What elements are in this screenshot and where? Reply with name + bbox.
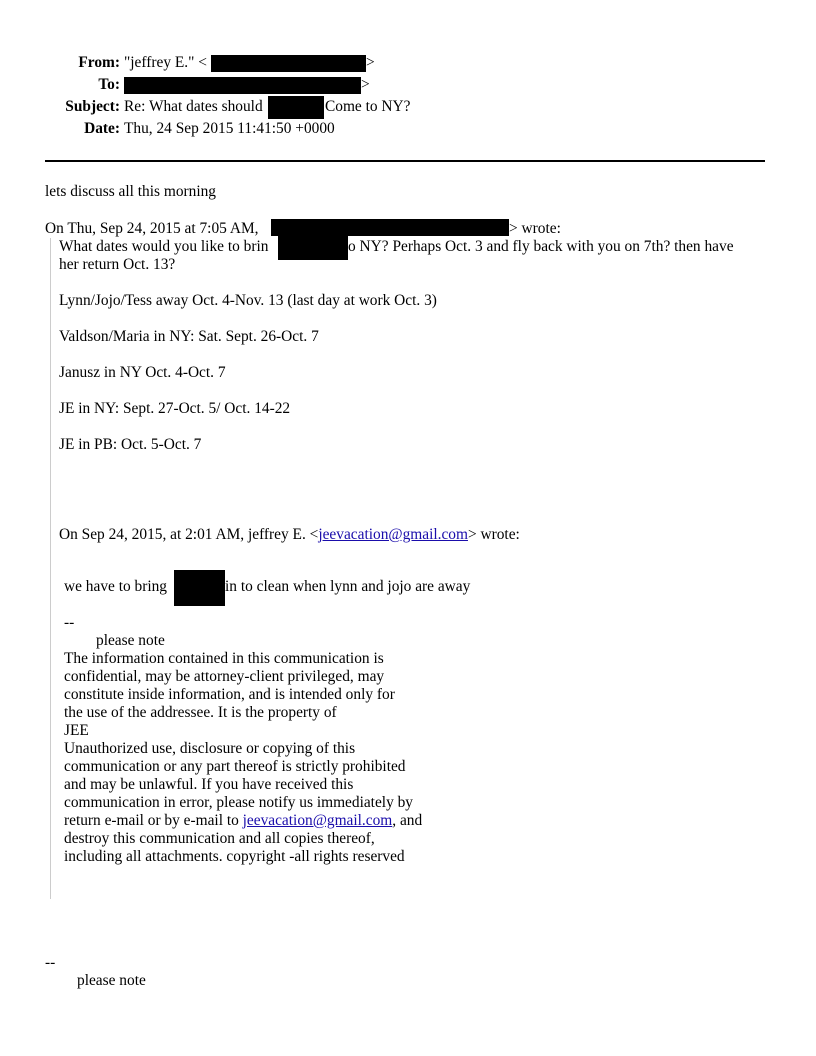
disclaimer-line: the use of the addressee. It is the property of: [64, 704, 337, 721]
inner-intro: [59, 526, 520, 544]
header-divider: [45, 160, 765, 162]
disclaimer-line: The information contained in this communication is: [64, 650, 384, 667]
sig-dashes: --: [64, 614, 75, 631]
schedule-item: Janusz in NY Oct. 4-Oct. 7: [59, 364, 226, 381]
schedule-item: JE in PB: Oct. 5-Oct. 7: [59, 436, 202, 453]
redaction-subject: [268, 96, 324, 119]
redaction-from-email: [211, 55, 366, 72]
disclaimer-line: including all attachments. copyright -all rights reserved: [64, 848, 405, 865]
disclaimer-line: JEE: [64, 722, 89, 739]
date-value: Thu, 24 Sep 2015 11:41:50 +0000: [124, 120, 335, 137]
quoted-line-2: her return Oct. 13?: [59, 256, 176, 273]
quoted-line-1-pre: What dates would you like to brin: [59, 238, 269, 255]
disclaimer-email-pre: return e-mail or by e-mail to: [64, 812, 243, 829]
disclaimer-line: constitute inside information, and is intended only for: [64, 686, 395, 703]
subject-post: Come to NY?: [325, 98, 411, 115]
to-close: >: [361, 76, 370, 93]
inner-intro-post: > wrote:: [467, 526, 520, 543]
outer-sig-dashes: --: [45, 954, 56, 971]
quote-intro-post: > wrote:: [509, 220, 561, 237]
reply-text: lets discuss all this morning: [45, 183, 217, 200]
schedule-item: Lynn/Jojo/Tess away Oct. 4-Nov. 13 (last day at work Oct. 3): [59, 292, 437, 309]
redaction-to: [124, 77, 361, 94]
outer-sig-note: please note: [77, 972, 146, 989]
from-value: "jeffrey E." <: [124, 54, 207, 71]
schedule-item: Valdson/Maria in NY: Sat. Sept. 26-Oct. 7: [59, 328, 319, 345]
disclaimer-line: destroy this communication and all copies thereof,: [64, 830, 375, 847]
redaction-quoted-name: [278, 236, 348, 260]
quote-intro-pre: On Thu, Sep 24, 2015 at 7:05 AM,: [45, 220, 259, 237]
quoted-line-1-post: o NY? Perhaps Oct. 3 and fly back with you on 7th? then have: [348, 238, 734, 255]
redaction-inner-name: [174, 570, 225, 606]
redaction-quote-sender: [271, 219, 509, 236]
disclaimer-email-line: [64, 812, 422, 830]
disclaimer-line: communication or any part thereof is strictly prohibited: [64, 758, 406, 775]
inner-msg-pre: we have to bring: [64, 578, 167, 595]
from-label: From:: [78, 54, 120, 71]
quote-bar: [50, 238, 51, 899]
date-label: Date:: [84, 120, 120, 137]
disclaimer-line: communication in error, please notify us immediately by: [64, 794, 414, 811]
to-label: To:: [98, 76, 120, 93]
subject-label: Subject:: [65, 98, 120, 115]
inner-intro-pre: On Sep 24, 2015, at 2:01 AM, jeffrey E. <: [59, 526, 319, 543]
inner-intro-email-link[interactable]: jeevacation@gmail.com: [318, 526, 468, 543]
inner-msg-post: in to clean when lynn and jojo are away: [225, 578, 471, 595]
disclaimer-email-post: , and: [392, 812, 423, 829]
from-close: >: [366, 54, 375, 71]
subject-pre: Re: What dates should: [124, 98, 263, 115]
disclaimer-line: Unauthorized use, disclosure or copying of this: [64, 740, 356, 757]
disclaimer-email-link[interactable]: jeevacation@gmail.com: [242, 812, 393, 829]
disclaimer-line: and may be unlawful. If you have received this: [64, 776, 354, 793]
disclaimer-line: confidential, may be attorney-client privileged, may: [64, 668, 385, 685]
schedule-item: JE in NY: Sept. 27-Oct. 5/ Oct. 14-22: [59, 400, 291, 417]
sig-note: please note: [96, 632, 165, 649]
